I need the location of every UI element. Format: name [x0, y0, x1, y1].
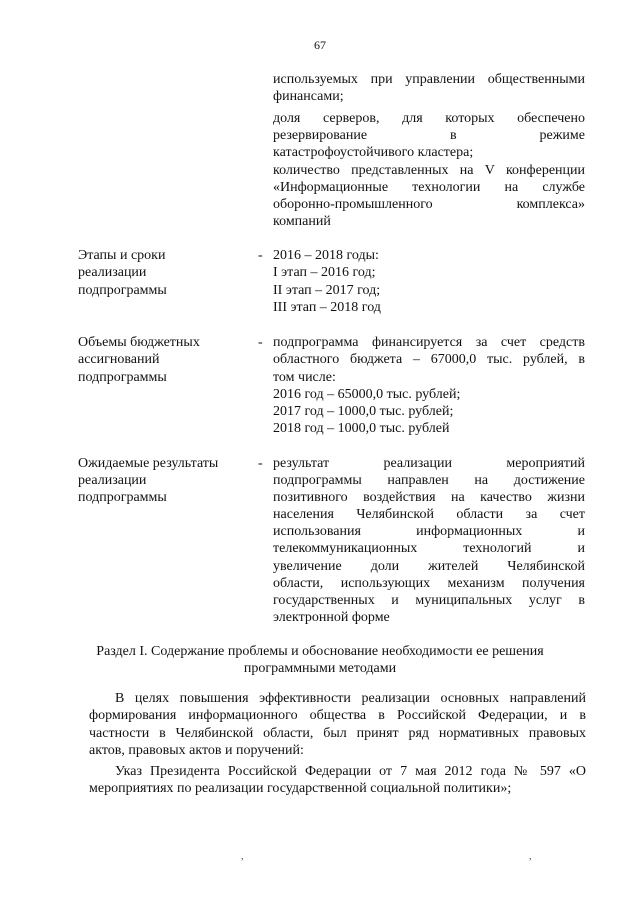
row-label-line: ассигнований: [78, 352, 160, 367]
row-label-line: реализации: [78, 265, 147, 280]
row-value-line: III этап – 2018 год: [273, 300, 381, 315]
row-value-line: I этап – 2016 год;: [273, 265, 376, 280]
continuation-line: используемых при управлении общественными: [273, 72, 585, 87]
continuation-line: доля серверов, для которых обеспечено: [273, 111, 585, 126]
row-dash: -: [258, 335, 263, 350]
row-value-line: электронной форме: [273, 610, 390, 625]
row-value-line: подпрограмма финансируется за счет средств: [273, 335, 585, 350]
continuation-line: количество представленных на V конференции: [273, 163, 585, 178]
row-dash: -: [258, 456, 263, 471]
row-value-line: увеличение доли жителей Челябинской: [273, 559, 585, 574]
continuation-line: финансами;: [273, 89, 344, 104]
row-value-line: подпрограммы направлен на достижение: [273, 473, 585, 488]
row-label-line: Этапы и сроки: [78, 248, 166, 263]
paragraph-line: мероприятиях по реализации государственной социальной политики»;: [89, 781, 512, 796]
footer-mark: ,: [241, 851, 244, 862]
paragraph-line: В целях повышения эффективности реализации основных направлений: [115, 691, 586, 706]
row-value-line: использования информационных и: [273, 524, 585, 539]
row-label-line: подпрограммы: [78, 490, 167, 505]
row-dash: -: [258, 248, 263, 263]
row-label-line: Объемы бюджетных: [78, 335, 200, 350]
footer-mark: ,: [529, 851, 532, 862]
paragraph-line: формирования информационного общества в Российской Федерации, и в: [89, 708, 586, 723]
row-value-line: том числе:: [273, 370, 336, 385]
section-title-line: программными методами: [243, 661, 397, 676]
row-value-line: населения Челябинской области за счет: [273, 507, 585, 522]
paragraph-line: частности в Челябинской области, был принят ряд нормативных правовых: [89, 726, 586, 741]
continuation-line: «Информационные технологии на службе: [273, 180, 585, 195]
page-number: 67: [314, 38, 326, 52]
row-value-line: государственных и муниципальных услуг в: [273, 593, 585, 608]
row-value-line: II этап – 2017 год;: [273, 283, 381, 298]
paragraph-line: актов, правовых актов и поручений:: [89, 743, 304, 758]
row-value-line: 2018 год – 1000,0 тыс. рублей: [273, 421, 450, 436]
row-value-line: телекоммуникационных технологий и: [273, 541, 585, 556]
continuation-line: компаний: [273, 214, 331, 229]
row-value-line: 2016 – 2018 годы:: [273, 248, 379, 263]
row-value-line: области, использующих механизм получения: [273, 576, 585, 591]
row-value-line: 2016 год – 65000,0 тыс. рублей;: [273, 387, 461, 402]
row-label-line: Ожидаемые результаты: [78, 456, 219, 471]
row-label-line: подпрограммы: [78, 283, 167, 298]
row-value-line: областного бюджета – 67000,0 тыс. рублей, в: [273, 352, 585, 367]
section-title-line: Раздел I. Содержание проблемы и обоснование необходимости ее решения: [96, 644, 544, 659]
row-label-line: подпрограммы: [78, 370, 167, 385]
paragraph-line: Указ Президента Российской Федерации от 7 мая 2012 года № 597 «О: [115, 764, 586, 779]
row-value-line: результат реализации мероприятий: [273, 456, 585, 471]
continuation-line: катастрофоустойчивого кластера;: [273, 145, 474, 160]
row-label-line: реализации: [78, 473, 147, 488]
row-value-line: позитивного воздействия на качество жизни: [273, 490, 585, 505]
continuation-line: резервирование в режиме: [273, 128, 585, 143]
continuation-line: оборонно-промышленного комплекса»: [273, 197, 585, 212]
row-value-line: 2017 год – 1000,0 тыс. рублей;: [273, 404, 454, 419]
